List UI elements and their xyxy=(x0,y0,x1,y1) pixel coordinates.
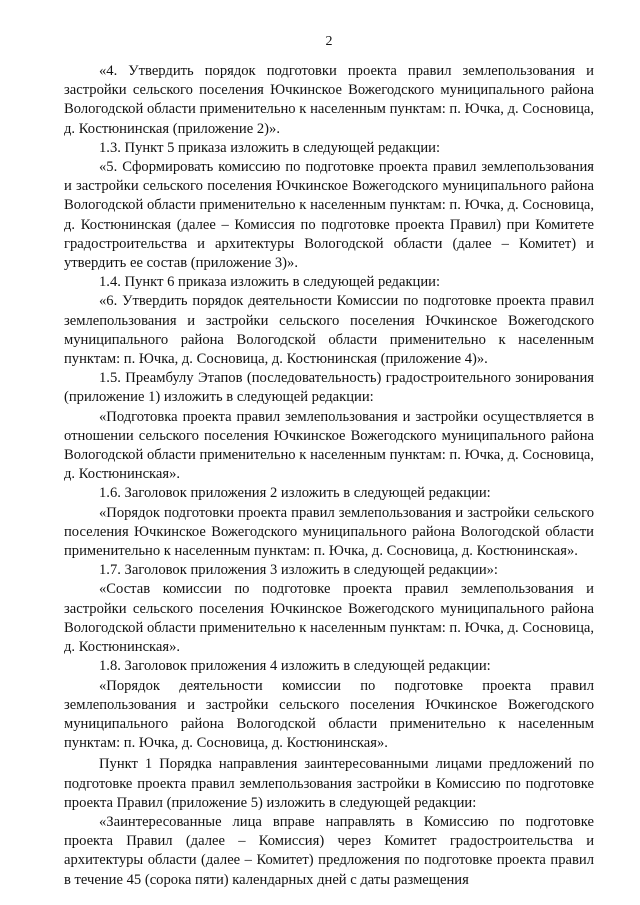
paragraph-1-6: 1.6. Заголовок приложения 2 изложить в следующей редакции: xyxy=(99,485,491,502)
paragraph-appendix-3-title: «Состав комиссии по подготовке проекта правил землепользования и застройки сельского поселения Ючкинское Вожегодского муниципального района Вологодской области применительно к населенным пунктам: п. Ючка, д. Сосновица, д. Костюнинская». xyxy=(64,581,594,656)
paragraph-item-5: «5. Сформировать комиссию по подготовке проекта правил землепользования и застройки сельского поселения Ючкинское Вожегодского муниципального района Вологодской области применительно к населенным пунктам: п. Ючка, д. Сосновица, д. Костюнинская (далее – Комиссия по подготовке проекта Правил) при Комитете градостроительства и архитектуры Вологодской области (далее – Комитет) и утвердить ее состав (приложение 3)». xyxy=(64,159,594,272)
paragraph-appendix-5-point-1: Пункт 1 Порядка направления заинтересованными лицами предложений по подготовке проекта правил землепользования застройки в Комиссию по подготовке проекта Правил (приложение 5) изложить в следующей редакции: xyxy=(64,756,594,811)
paragraph-interested-parties: «Заинтересованные лица вправе направлять в Комиссию по подготовке проекта Правил (далее – Комиссия) через Комитет градостроительства и архитектуры области (далее – Комитет) предложения по подготовке проекта правил в течение 45 (сорока пяти) календарных дней с даты размещения xyxy=(64,813,594,888)
paragraph-1-8: 1.8. Заголовок приложения 4 изложить в следующей редакции: xyxy=(99,658,491,675)
paragraph-1-7: 1.7. Заголовок приложения 3 изложить в следующей редакции»: xyxy=(99,562,498,579)
paragraph-1-3: 1.3. Пункт 5 приказа изложить в следующей редакции: xyxy=(99,139,441,156)
page-number: 2 xyxy=(325,34,333,49)
paragraph-item-4: «4. Утвердить порядок подготовки проекта правил землепользования и застройки сельского поселения Ючкинское Вожегодского муниципального района Вологодской области применительно к населенным пунктам: п. Ючка, д. Сосновица, д. Костюнинская (приложение 2)». xyxy=(64,63,594,137)
paragraph-appendix-2-title: «Порядок подготовки проекта правил землепользования и застройки сельского поселения Ючкинское Вожегодского муниципального района Вологодской области применительно к населенным пунктам: п. Ючка, д. Сосновица, д. Костюнинская». xyxy=(64,504,594,560)
document-body xyxy=(64,62,594,890)
paragraph-appendix-4-title: «Порядок деятельности комиссии по подготовке проекта правил землепользования и застройки сельского поселения Ючкинское Вожегодского муниципального района Вологодской области применительно к населенным пунктам: п. Ючка, д. Сосновица, д. Костюнинская». xyxy=(64,677,594,752)
paragraph-1-4: 1.4. Пункт 6 приказа изложить в следующей редакции: xyxy=(99,274,441,291)
paragraph-1-5: 1.5. Преамбулу Этапов (последовательность) градостроительного зонирования (приложение 1) изложить в следующей редакции: xyxy=(64,370,594,406)
paragraph-item-6: «6. Утвердить порядок деятельности Комиссии по подготовке проекта правил землепользования и застройки сельского поселения Ючкинское Вожегодского муниципального района Вологодской области применительно к населенным пунктам: п. Ючка, д. Сосновица, д. Костюнинская (приложение 4)». xyxy=(64,293,594,368)
paragraph-preamble-text: «Подготовка проекта правил землепользования и застройки осуществляется в отношении сельского поселения Ючкинское Вожегодского муниципального района Вологодской области применительно к населенным пунктам: п. Ючка, д. Сосновица, д. Костюнинская». xyxy=(64,408,594,483)
